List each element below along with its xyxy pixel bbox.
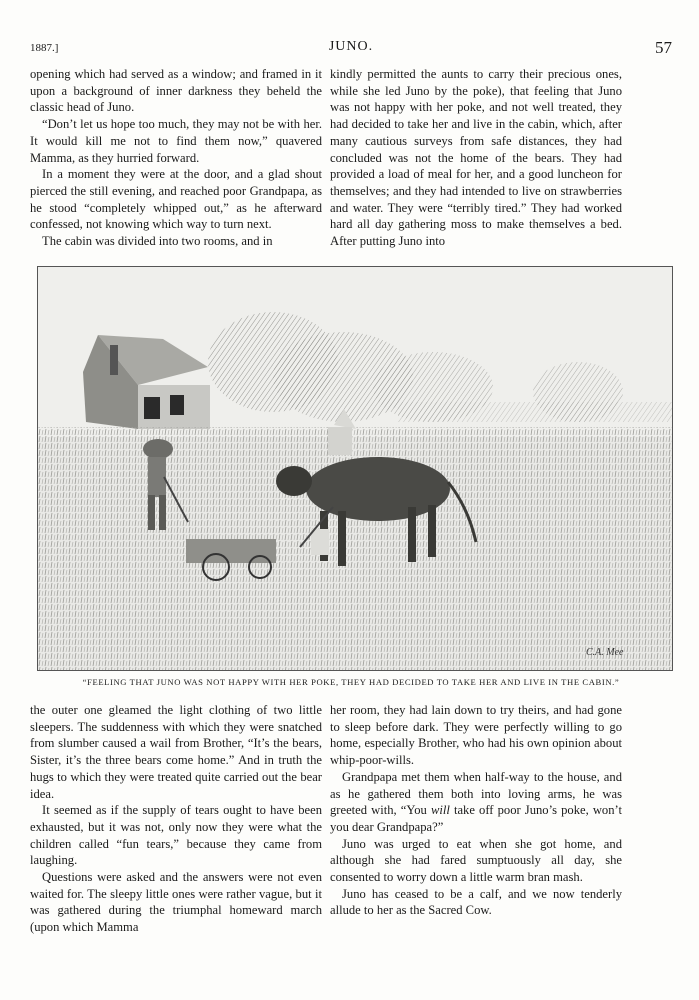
running-header bbox=[30, 38, 672, 60]
paragraph: kindly permitted the aunts to carry their precious ones, while she led Juno by the poke), that feeling that Juno was not happy with her poke, and not well treated, they had decided to take her and live in the cabin, which, after many cautious surveys from safe distances, they had concluded was not the home of the bears. They had provided a load of meal for her, and a good luncheon for themselves; and they had intended to live on strawberries and water. They were “terribly tired.” They had worked hard all day gathering moss to make themselves a bed. After putting Juno into bbox=[330, 67, 622, 249]
paragraph: Questions were asked and the answers were not even waited for. The sleepy little ones were rather vague, but it was gathered during the triumphal homeward march (upon which Mamma bbox=[30, 870, 322, 935]
paragraph: opening which had served as a window; and framed in it upon a background of inner darkness they beheld the classic head of Juno. bbox=[30, 67, 322, 115]
page-number: 57 bbox=[655, 38, 672, 57]
paragraph: The cabin was divided into two rooms, and in bbox=[42, 234, 273, 249]
column-top-left bbox=[30, 66, 322, 250]
header-title: JUNO. bbox=[328, 39, 374, 54]
artist-signature: C.A. Mee bbox=[586, 647, 624, 658]
paragraph: the outer one gleamed the light clothing of two little sleepers. The suddenness with which they were snatched from slumber caused a wail from Brother, “It’s the bears, Sister, it’s the three bears come home.” And in truth the hugs to which they were treated quite carried out the bear idea. bbox=[30, 703, 322, 801]
emphasis: will bbox=[430, 803, 450, 818]
paragraph: “Don’t let us hope too much, they may not be with her. It would kill me not to find them now,” quavered Mamma, as they hurried forward. bbox=[30, 117, 322, 165]
paragraph: Juno has ceased to be a calf, and we now tenderly allude to her as the Sacred Cow. bbox=[330, 886, 622, 918]
paragraph: It seemed as if the supply of tears ought to have been exhausted, but it was not, only now they were what the children called “fun tears,” because they came from laughing. bbox=[30, 803, 322, 868]
text-run: Grandpapa met them when half-way to the house, and as he gathered them both into loving arms, he was greeted with, “You bbox=[330, 769, 622, 818]
header-year: 1887.] bbox=[30, 42, 59, 54]
figure-caption: “FEELING THAT JUNO WAS NOT HAPPY WITH HER POKE, THEY HAD DECIDED TO TAKE HER AND LIVE IN THE CABIN.” bbox=[82, 677, 620, 687]
illustration bbox=[37, 266, 673, 671]
column-bottom-right bbox=[330, 702, 622, 919]
text-run: take off poor Juno’s poke, won’t you dear Grandpapa?” bbox=[330, 803, 622, 834]
column-bottom-left bbox=[30, 702, 322, 936]
paragraph: Juno was urged to eat when she got home, and although she had fared sumptuously all day, she consented to worry down a little warm bran mash. bbox=[330, 836, 622, 885]
paragraph: her room, they had lain down to try theirs, and had gone to sleep before dark. They were perfectly willing to go home, especially Brother, who had his own opinion about whip-poor-wills. bbox=[330, 703, 622, 768]
column-top-right bbox=[330, 66, 622, 250]
paragraph: In a moment they were at the door, and a glad shout pierced the still evening, and reached poor Grandpapa, as he stood “completely whipped out,” as he afterward confessed, not knowing which way to turn next. bbox=[30, 167, 322, 232]
paragraph bbox=[330, 769, 622, 836]
